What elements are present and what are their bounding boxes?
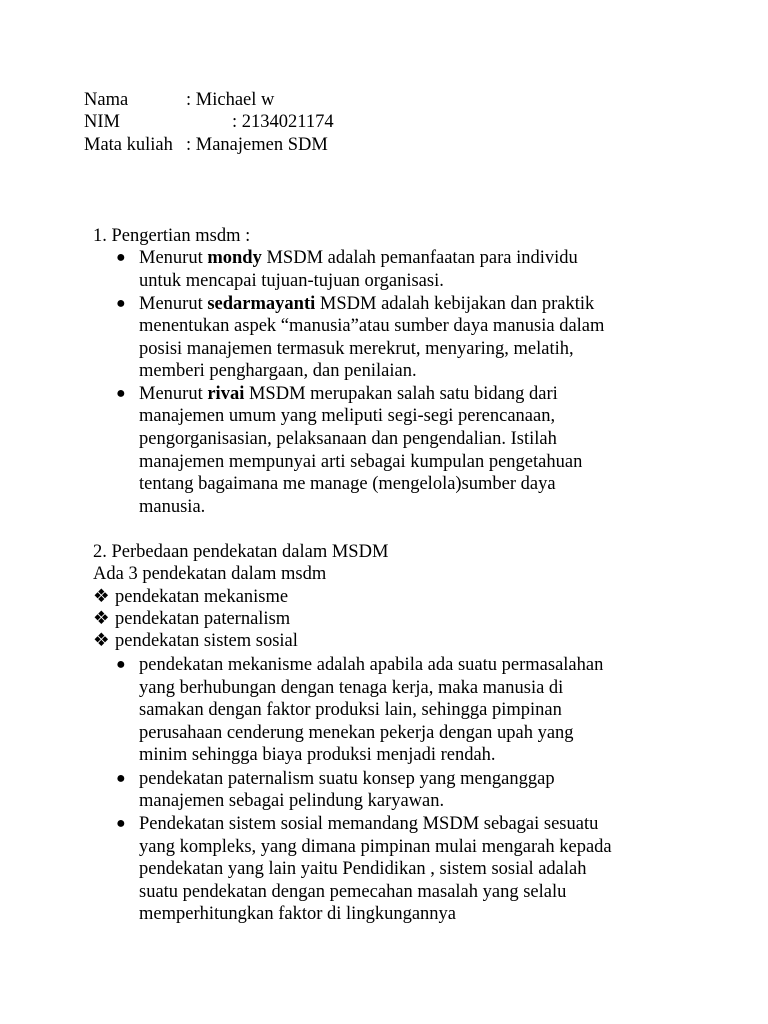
section1-title: 1. Pengertian msdm : <box>93 226 251 246</box>
s1-item3-line2: manajemen umum yang meliputi segi-segi perencanaan, <box>139 406 556 426</box>
s2-item3-line2: yang kompleks, yang dimana pimpinan mulai mengarah kepada <box>139 837 612 857</box>
s2-item1-line3: samakan dengan faktor produksi lain, sehingga pimpinan <box>139 700 562 720</box>
s2-item1-line4: perusahaan cenderung menekan pekerja dengan upah yang <box>139 723 574 743</box>
s2-item2-line1: pendekatan paternalism suatu konsep yang menganggap <box>139 769 555 789</box>
s2-item3-line1: Pendekatan sistem sosial memandang MSDM sebagai sesuatu <box>139 814 599 834</box>
s2-item3-line3: pendekatan yang lain yaitu Pendidikan , sistem sosial adalah <box>139 859 587 879</box>
s1-item1-line2: untuk mencapai tujuan-tujuan organisasi. <box>139 271 444 291</box>
bullet-icon: ● <box>116 295 126 312</box>
approach-item: ❖ pendekatan sistem sosial <box>93 631 298 651</box>
nim-label: NIM <box>84 112 120 132</box>
bullet-icon: ● <box>116 656 126 673</box>
s2-item1-line2: yang berhubungan dengan tenaga kerja, maka manusia di <box>139 678 564 698</box>
s1-item3-line5: tentang bagaimana me manage (mengelola)sumber daya <box>139 474 556 494</box>
mata-kuliah-value: : Manajemen SDM <box>186 135 328 155</box>
nim-value: : 2134021174 <box>232 112 334 132</box>
approach-item: ❖ pendekatan mekanisme <box>93 587 289 607</box>
s1-item2-line4: memberi penghargaan, dan penilaian. <box>139 361 417 381</box>
s1-item2-line2: menentukan aspek “manusia”atau sumber daya manusia dalam <box>139 316 605 336</box>
s1-item3-line6: manusia. <box>139 497 206 517</box>
s2-item1-line5: minim sehingga biaya produksi menjadi rendah. <box>139 745 496 765</box>
mata-kuliah-label: Mata kuliah <box>84 135 173 155</box>
bullet-icon: ● <box>116 385 126 402</box>
s1-item3-line1: Menurut rivai MSDM merupakan salah satu bidang dari <box>139 384 558 404</box>
s2-item3-line4: suatu pendekatan dengan pemecahan masalah yang selalu <box>139 882 567 902</box>
s2-item3-line5: memperhitungkan faktor di lingkungannya <box>139 904 456 924</box>
diamond-bullet-icon: ❖ <box>93 587 110 607</box>
bullet-icon: ● <box>116 770 126 787</box>
s2-item2-line2: manajemen sebagai pelindung karyawan. <box>139 791 445 811</box>
approach-item: ❖ pendekatan paternalism <box>93 609 291 629</box>
s1-item3-line3: pengorganisasian, pelaksanaan dan pengendalian. Istilah <box>139 429 557 449</box>
bullet-icon: ● <box>116 815 126 832</box>
section2-title: 2. Perbedaan pendekatan dalam MSDM <box>93 542 389 562</box>
diamond-bullet-icon: ❖ <box>93 609 110 629</box>
s1-item2-line3: posisi manajemen termasuk merekrut, menyaring, melatih, <box>139 339 574 359</box>
s1-item1-line1: Menurut mondy MSDM adalah pemanfaatan para individu <box>139 248 578 268</box>
s1-item2-line1: Menurut sedarmayanti MSDM adalah kebijakan dan praktik <box>139 294 595 314</box>
diamond-bullet-icon: ❖ <box>93 631 110 651</box>
s1-item3-line4: manajemen mempunyai arti sebagai kumpulan pengetahuan <box>139 452 583 472</box>
bullet-icon: ● <box>116 249 126 266</box>
nama-value: : Michael w <box>186 90 275 110</box>
nama-label: Nama <box>84 90 129 110</box>
s2-item1-line1: pendekatan mekanisme adalah apabila ada suatu permasalahan <box>139 655 604 675</box>
section2-intro: Ada 3 pendekatan dalam msdm <box>93 564 327 584</box>
